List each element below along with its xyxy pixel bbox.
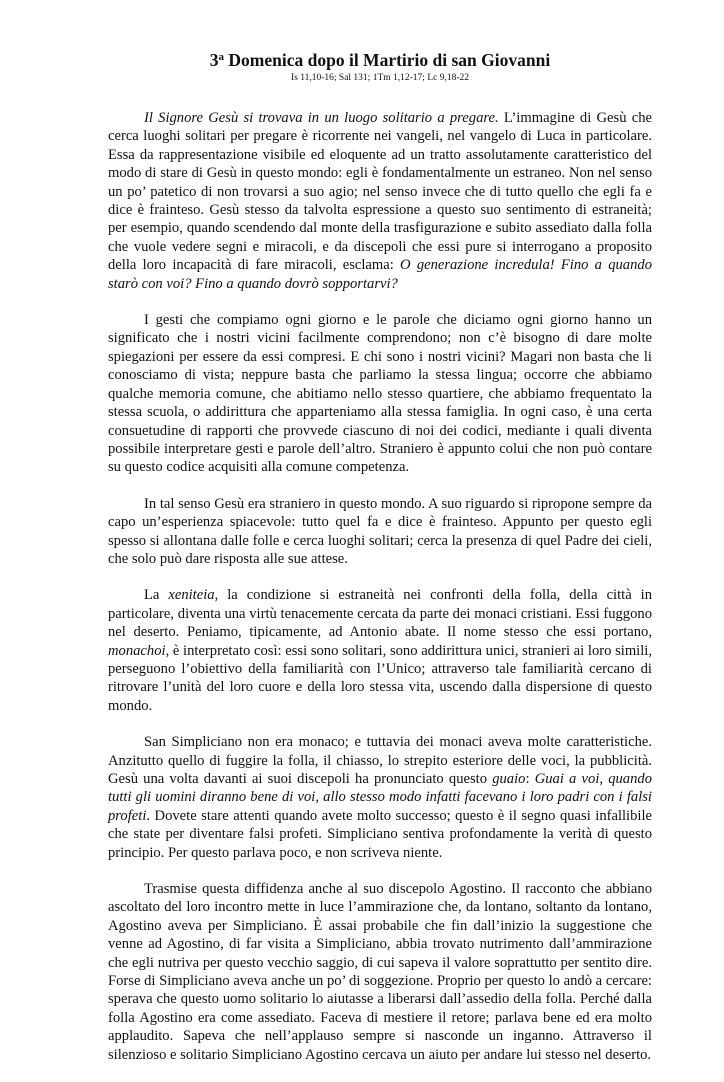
page-title — [108, 50, 652, 70]
italic-text: O generazione incredula! Fino a quando starò con voi? Fino a quando dovrò sopportarvi? — [108, 257, 652, 292]
paragraph-1 — [108, 109, 652, 293]
title-superscript: a — [218, 51, 225, 63]
title-text: Domenica dopo il Martirio di san Giovanni — [224, 50, 551, 70]
paragraph-5 — [108, 733, 652, 862]
paragraph-3 — [108, 495, 652, 569]
text-run: In tal senso Gesù era straniero in questo mondo. A suo riguardo si ripropone sempre da capo un’esperienza spiacevole: tutto quel fa e dice è frainteso. Appunto per questo egli spesso si allontana dalle folle e cerca luoghi solitari; cerca la presenza di quel Padre dei cieli, che solo può dare risposta alle sue attese. — [108, 495, 652, 567]
paragraph-6 — [108, 880, 652, 1064]
italic-text: Il Signore Gesù si trovava in un luogo solitario a pregare. — [144, 110, 499, 126]
text-run: L’immagine di Gesù che cerca luoghi solitari per pregare è ricorrente nei vangeli, nel vangelo di Luca in particolare. Essa da rappresentazione visibile ed eloquente ad un tratto assolutamente caratteristico del modo di stare di Gesù in questo mondo: egli è fondamentalmente un estraneo. Non nel senso un po’ patetico di non trovarsi a suo agio; nel senso invece che di tutto quello che egli fa e dice è frainteso. Gesù stesso da talvolta espressione a questo suo sentimento di estraneità; per esempio, quando scendendo dal monte della trasfigurazione e subito assediato dalla folla che vuole vedere segni e miracoli, e da discepoli che essi pure si interrogano a proposito della loro incapacità di fare miracoli, esclama: — [108, 110, 652, 274]
paragraph-4 — [108, 586, 652, 715]
text-run: San Simpliciano non era monaco; e tuttavia dei monaci aveva molte caratteristiche. Anzitutto quello di fuggire la folla, il chiasso, lo strepito esteriore delle voci, la pubblicità. Gesù una volta davanti ai suoi discepoli ha pronunciato questo — [108, 734, 652, 787]
title-number: 3 — [209, 50, 219, 70]
document-page — [108, 50, 652, 1082]
text-run: , è interpretato così: essi sono solitari, sono addirittura unici, stranieri ai loro simili, perseguono l’obiettivo della familiarità con l’Unico; attraverso tale familiarità cercano di ritrovare l’unità del loro cuore e della loro stessa vita, uscendo dalla dispersione di questo mondo. — [108, 642, 652, 714]
text-run: Trasmise questa diffidenza anche al suo discepolo Agostino. Il racconto che abbiano ascoltato del loro incontro mette in luce l’ammirazione che, da lontano, soltanto da lontano, Agostino aveva per Simpliciano. È assai probabile che fin dall’inizio la suggestione che venne ad Agostino, di far visita a Simpliciano, abbia trovato nutrimento dall’ammirazione che egli nutriva per questo vecchio saggio, di cui sapeva il valore soprattutto per sentito dire. Forse di Simpliciano aveva anche un po’ di soggezione. Proprio per questo lo andò a cercare: sperava che questo uomo solitario lo aiutasse a liberarsi dall’assedio della folla. Perché dalla folla Agostino era come assediato. Faceva di mestiere il retore; parlava bene ed era molto applaudito. Sapeva che nell’applauso sempre si nasconde un inganno. Attraverso il silenzioso e solitario Simpliciano Agostino cercava un aiuto per andare lui stesso nel deserto. — [108, 881, 652, 1063]
paragraph-2 — [108, 311, 652, 477]
text-run: I gesti che compiamo ogni giorno e le parole che diciamo ogni giorno hanno un significato che i nostri vicini facilmente comprendono; non c’è bisogno di dare molte spiegazioni per essere da essi compresi. E chi sono i nostri vicini? Magari non basta che li conosciamo di vista; neppure basta che parliamo la stessa lingua; occorre che abbiamo qualche memoria comune, che abitiamo nello stesso quartiere, che abbiamo frequentato la stessa scuola, o addirittura che apparteniamo alla stessa famiglia. In ogni caso, è una certa consuetudine di rapporti che provvede ciascuno di noi dei codici, mediante i quali diventa possibile interpretare gesti e parole dell’altro. Straniero è appunto colui che non può contare su questo codice acquisiti alla comune competenza. — [108, 312, 652, 476]
italic-text: monachoi — [108, 642, 166, 659]
scripture-references: Is 11,10-16; Sal 131; 1Tm 1,12-17; Lc 9,18-22 — [290, 73, 470, 83]
text-run: La — [144, 587, 169, 604]
italic-text: xeniteia — [168, 587, 215, 604]
text-run: . Dovete stare attenti quando avete molto successo; questo è il segno quasi infallibile che state per diventare falsi profeti. Simpliciano sentiva profondamente la verità di questo principio. Per questo parlava poco, e non scriveva niente. — [108, 807, 652, 861]
text-run: : — [525, 771, 535, 787]
italic-text: Guai a voi, quando tutti gli uomini diranno bene di voi, allo stesso modo infatti facevano i loro padri con i falsi profeti — [108, 771, 652, 824]
document-body — [108, 109, 652, 1064]
italic-text: guaio — [492, 771, 526, 787]
text-run: , la condizione si estraneità nei confronti della folla, della città in particolare, diventa una virtù tenacemente cercata da parte dei monaci cristiani. Essi fuggono nel deserto. Peniamo, tipicamente, ad Antonio abate. Il nome stesso che essi portano, — [108, 587, 653, 641]
